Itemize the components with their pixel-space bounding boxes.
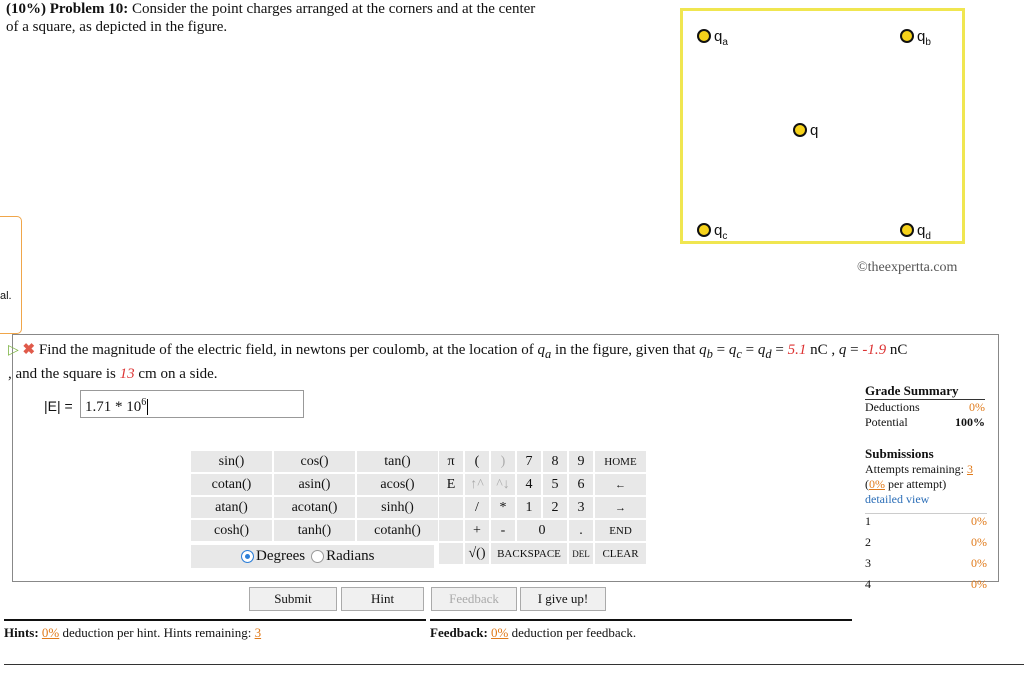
key-sqrt[interactable]: √() <box>465 543 489 564</box>
key-sinh[interactable]: sinh() <box>357 497 438 518</box>
key-cos[interactable]: cos() <box>274 451 355 472</box>
problem-weight: (10%) <box>6 1 46 17</box>
key-3[interactable]: 3 <box>569 497 593 518</box>
grade-summary-title: Grade Summary <box>865 383 985 400</box>
key-tan[interactable]: tan() <box>357 451 438 472</box>
key-superscript-up[interactable]: ↑^ <box>465 474 489 495</box>
number-keypad <box>437 449 648 566</box>
answer-label: |E| = <box>44 398 73 414</box>
key-clear[interactable]: CLEAR <box>595 543 646 564</box>
charge-dot-icon <box>697 223 711 237</box>
submissions-title: Submissions <box>865 446 934 461</box>
text-cursor <box>147 399 148 415</box>
key-5[interactable]: 5 <box>543 474 567 495</box>
figure-copyright: ©theexpertta.com <box>857 260 958 275</box>
problem-text-line2: of a square, as depicted in the figure. <box>6 19 228 35</box>
charge-value-2: -1.9 <box>862 342 887 358</box>
potential-value: 100% <box>955 415 985 429</box>
radians-label: Radians <box>326 548 375 564</box>
key-acotan[interactable]: acotan() <box>274 497 355 518</box>
key-8[interactable]: 8 <box>543 451 567 472</box>
problem-text-line1: Consider the point charges arranged at the corners and at the center <box>131 1 536 17</box>
radians-radio[interactable] <box>311 550 324 563</box>
charge-dot-icon <box>793 123 807 137</box>
side-panel-edge <box>0 216 22 334</box>
key-cotan[interactable]: cotan() <box>191 474 272 495</box>
degrees-label: Degrees <box>256 548 306 564</box>
charge-q-center <box>793 117 818 137</box>
key-blank <box>439 543 463 564</box>
answer-input[interactable]: $1.71 * 10^6$ <box>80 390 304 418</box>
key-4[interactable]: 4 <box>517 474 541 495</box>
key-home[interactable]: HOME <box>595 451 646 472</box>
key-2[interactable]: 2 <box>543 497 567 518</box>
key-0[interactable]: 0 <box>517 520 567 541</box>
charge-qa <box>697 23 728 48</box>
key-decimal[interactable]: . <box>569 520 593 541</box>
key-tanh[interactable]: tanh() <box>274 520 355 541</box>
charge-qc <box>697 217 728 242</box>
key-del[interactable]: DEL <box>569 543 593 564</box>
bottom-divider <box>4 664 1024 665</box>
key-6[interactable]: 6 <box>569 474 593 495</box>
key-divide[interactable]: / <box>465 497 489 518</box>
function-keypad <box>189 449 440 543</box>
charge-label-qb: $q_b$ <box>917 28 931 48</box>
hints-remaining: 3 <box>254 625 262 640</box>
key-asin[interactable]: asin() <box>274 474 355 495</box>
submit-button[interactable]: Submit <box>249 587 337 611</box>
key-minus[interactable]: - <box>491 520 515 541</box>
key-blank <box>439 520 463 541</box>
key-superscript-down[interactable]: ^↓ <box>491 474 515 495</box>
key-atan[interactable]: atan() <box>191 497 272 518</box>
problem-number: Problem 10: <box>49 1 129 17</box>
charge-dot-icon <box>900 29 914 43</box>
charge-label-qc: $q_c$ <box>714 222 728 242</box>
hint-button[interactable]: Hint <box>341 587 424 611</box>
submissions-panel: Submissions Attempts remaining: 3 (0% per attempt) detailed view 1 0% 2 0% 3 0% 4 0% <box>865 446 987 591</box>
charge-label-qd: $q_d$ <box>917 222 931 242</box>
charge-qd <box>900 217 931 242</box>
key-left-arrow[interactable]: ← <box>595 474 646 495</box>
key-pi[interactable]: π <box>439 451 463 472</box>
problem-header <box>6 0 606 36</box>
side-length-value: 13 <box>119 366 135 382</box>
close-icon[interactable]: ✖ <box>22 342 36 358</box>
key-backspace[interactable]: BACKSPACE <box>491 543 567 564</box>
key-cotanh[interactable]: cotanh() <box>357 520 438 541</box>
key-open-paren[interactable]: ( <box>465 451 489 472</box>
give-up-button[interactable]: I give up! <box>520 587 606 611</box>
key-cosh[interactable]: cosh() <box>191 520 272 541</box>
feedback-button[interactable]: Feedback <box>431 587 517 611</box>
key-1[interactable]: 1 <box>517 497 541 518</box>
play-icon[interactable]: ▷ <box>8 343 19 358</box>
degrees-radio[interactable] <box>241 550 254 563</box>
question-text: ▷ ✖ Find the magnitude of the electric field, in newtons per coulomb, at the location of $q_a$ in the figure, given that $q_b = q_c = q_d = 5.1$ nC , q = -1.9 nC , and the square is 13 cm on a side. <box>8 342 908 382</box>
key-plus[interactable]: + <box>465 520 489 541</box>
key-e[interactable]: E <box>439 474 463 495</box>
charge-value-1: 5.1 <box>787 342 807 358</box>
feedback-bar: Feedback: 0% deduction per feedback. <box>430 619 852 641</box>
hints-bar: Hints: 0% deduction per hint. Hints remaining: 3 <box>4 619 426 641</box>
deductions-value: 0% <box>969 400 985 414</box>
key-end[interactable]: END <box>595 520 646 541</box>
key-9[interactable]: 9 <box>569 451 593 472</box>
charge-label-qa: $q_a$ <box>714 28 728 48</box>
charge-dot-icon <box>697 29 711 43</box>
key-right-arrow[interactable]: → <box>595 497 646 518</box>
charge-qb <box>900 23 931 48</box>
key-7[interactable]: 7 <box>517 451 541 472</box>
grade-summary: Grade Summary Deductions 0% Potential 100% <box>865 383 985 429</box>
key-blank <box>439 497 463 518</box>
key-sin[interactable]: sin() <box>191 451 272 472</box>
key-acos[interactable]: acos() <box>357 474 438 495</box>
key-multiply[interactable]: * <box>491 497 515 518</box>
angle-mode <box>191 545 434 568</box>
side-label: al. <box>0 290 12 302</box>
charge-figure <box>680 8 965 244</box>
detailed-view-link[interactable]: detailed view <box>865 492 930 506</box>
key-close-paren[interactable]: ) <box>491 451 515 472</box>
charge-label-q: q <box>810 122 819 139</box>
attempts-remaining: 3 <box>966 462 973 476</box>
charge-dot-icon <box>900 223 914 237</box>
